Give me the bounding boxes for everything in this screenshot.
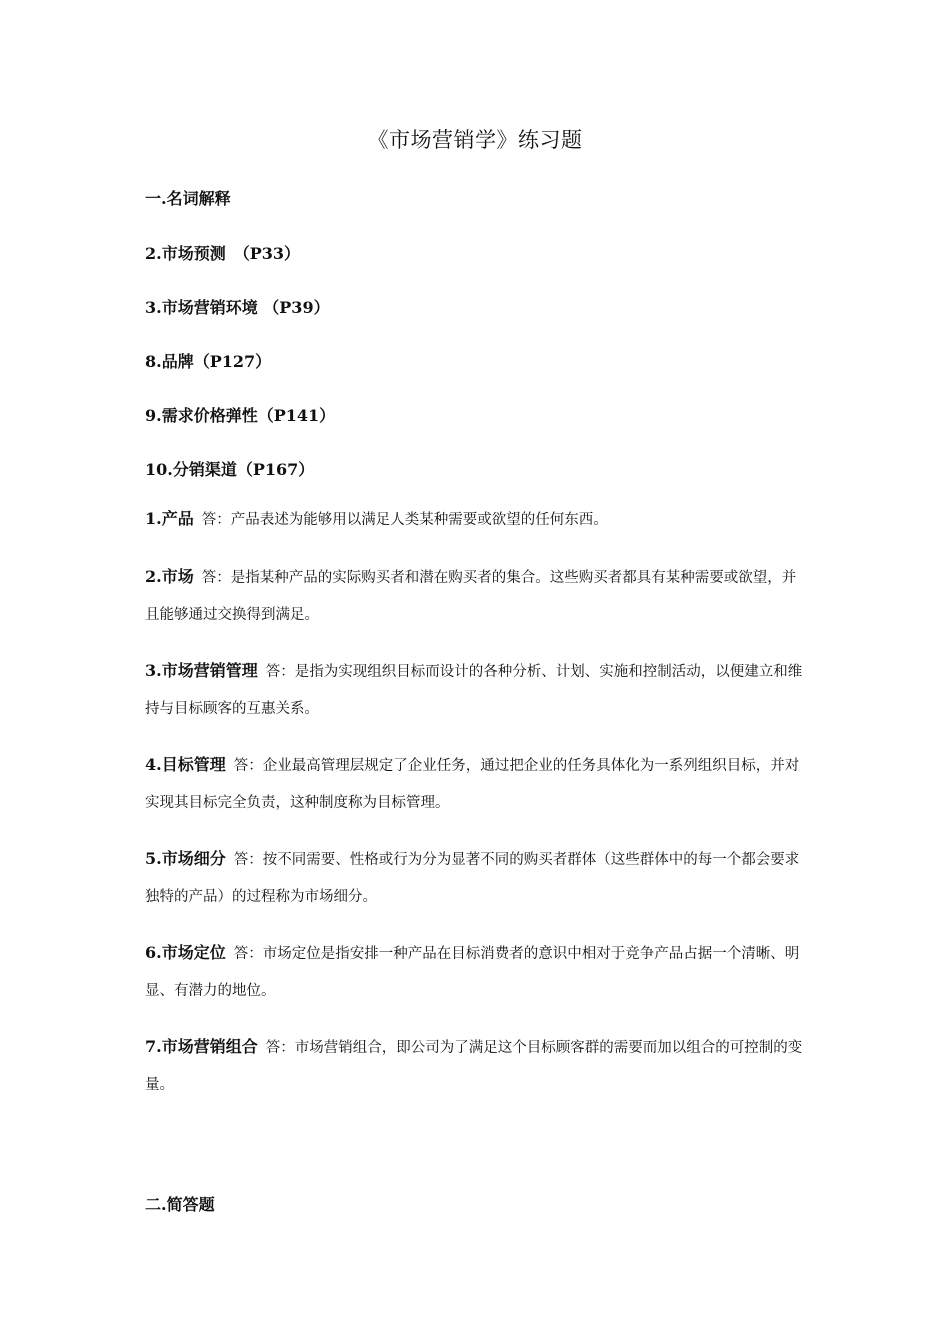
review-item: 3.市场营销环境 （P39） [145, 298, 330, 317]
definition-answer: 答：是指为实现组织目标而设计的各种分析、计划、实施和控制活动，以便建立和维持与目标顾客的互惠关系。 [145, 664, 803, 717]
review-item: 9.需求价格弹性（P141） [145, 406, 336, 425]
definition-item [145, 500, 810, 539]
definition-answer: 答：企业最高管理层规定了企业任务，通过把企业的任务具体化为一系列组织目标，并对实现其目标完全负责，这种制度称为目标管理。 [145, 758, 800, 811]
review-item: 8.品牌（P127） [145, 352, 272, 371]
definition-term: 3.市场营销管理 [145, 661, 258, 680]
definition-term: 7.市场营销组合 [145, 1037, 258, 1056]
definition-answer: 答：按不同需要、性格或行为分为显著不同的购买者群体（这些群体中的每一个都会要求独特的产品）的过程称为市场细分。 [145, 852, 800, 905]
review-item: 10.分销渠道（P167） [145, 460, 315, 479]
definition-item [145, 558, 810, 634]
definition-item [145, 746, 810, 822]
section-heading-terms: 一.名词解释 [145, 189, 231, 208]
definition-term: 6.市场定位 [145, 943, 226, 962]
definition-item [145, 652, 810, 728]
section-heading-short-answer: 二.简答题 [145, 1195, 215, 1214]
definition-item [145, 840, 810, 916]
definition-answer: 答：市场定位是指安排一种产品在目标消费者的意识中相对于竞争产品占据一个清晰、明显、有潜力的地位。 [145, 946, 800, 999]
review-item: 2.市场预测 （P33） [145, 244, 301, 263]
definition-item [145, 1028, 810, 1104]
definition-answer: 答：是指某种产品的实际购买者和潜在购买者的集合。这些购买者都具有某种需要或欲望，并且能够通过交换得到满足。 [145, 570, 797, 623]
definition-term: 4.目标管理 [145, 755, 226, 774]
definition-answer: 答：市场营销组合，即公司为了满足这个目标顾客群的需要而加以组合的可控制的变量。 [145, 1040, 803, 1093]
definition-term: 5.市场细分 [145, 849, 226, 868]
definition-answer: 答：产品表述为能够用以满足人类某种需要或欲望的任何东西。 [201, 512, 608, 528]
definition-term: 2.市场 [145, 567, 194, 586]
definition-term: 1.产品 [145, 509, 194, 528]
definition-item [145, 934, 810, 1010]
document-title: 《市场营销学》练习题 [367, 128, 583, 152]
